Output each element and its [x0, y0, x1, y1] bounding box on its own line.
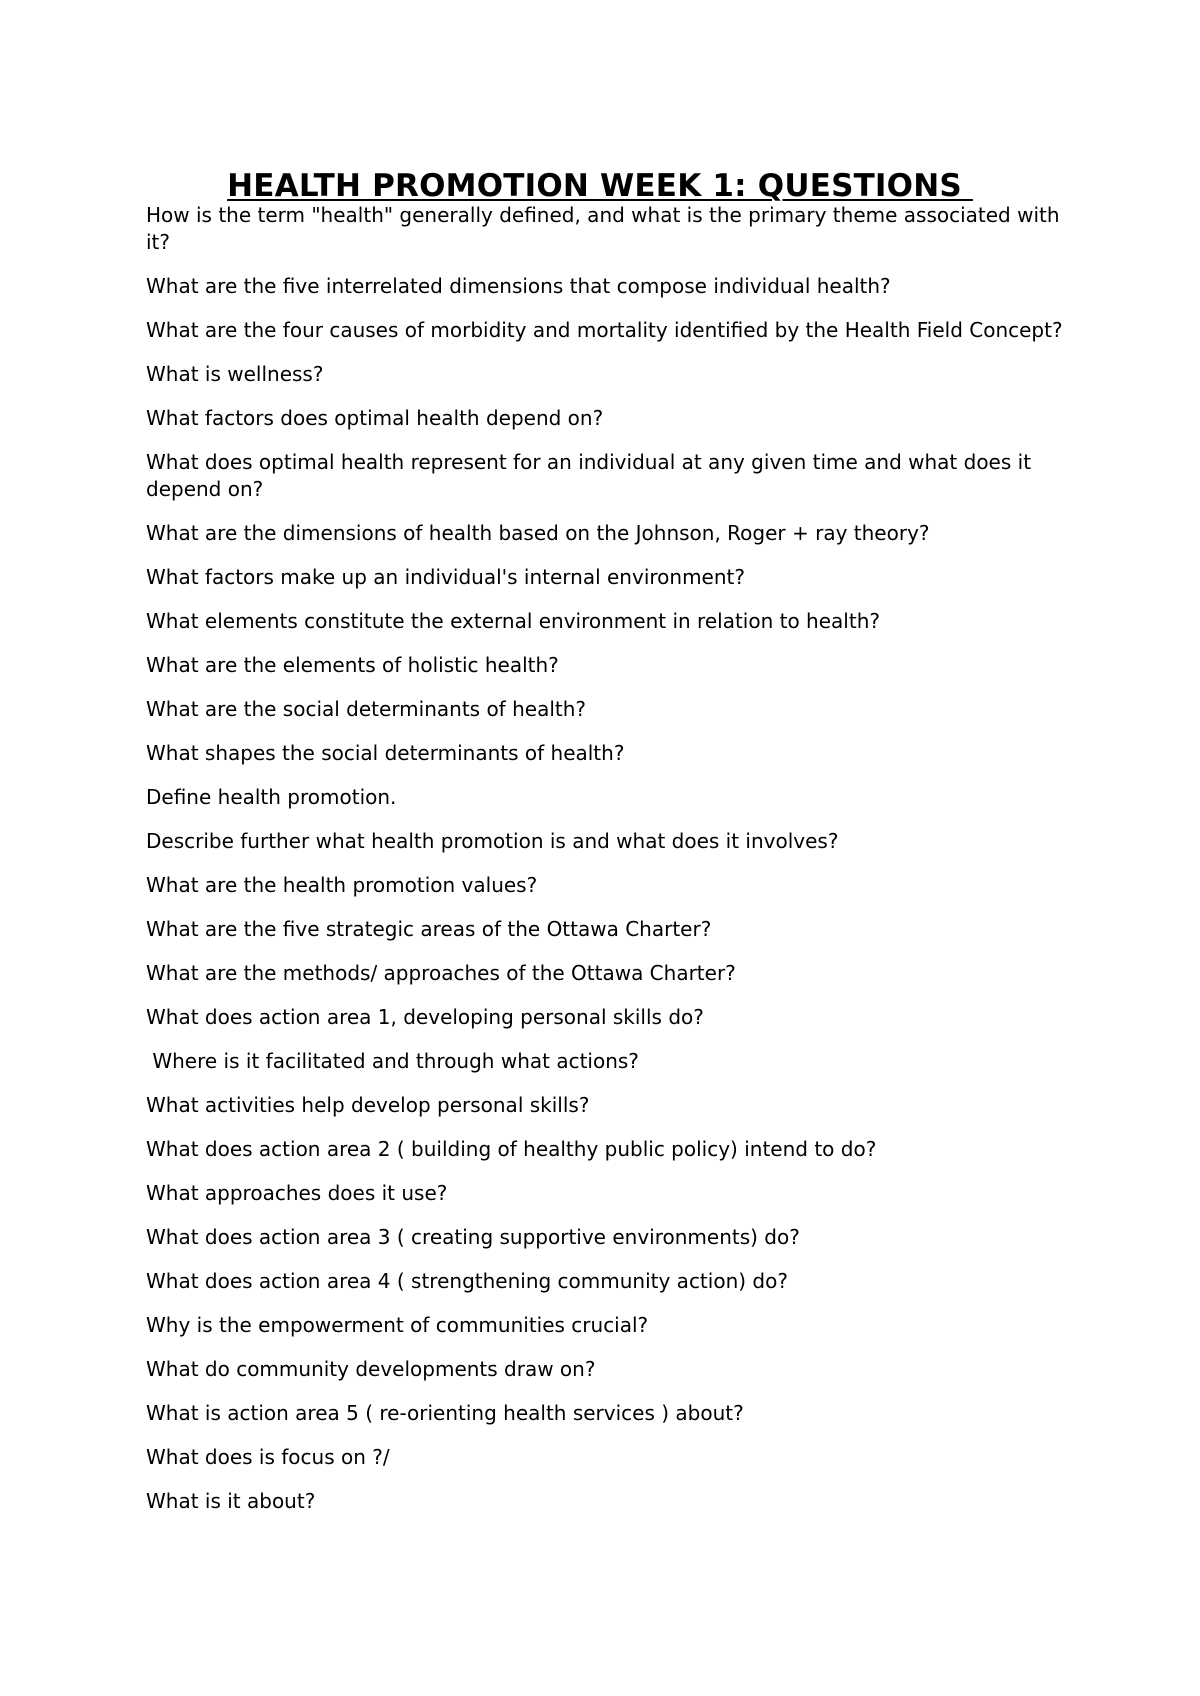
- question-item: Why is the empowerment of communities crucial?: [146, 1313, 649, 1337]
- question-item: What are the social determinants of health?: [146, 697, 587, 721]
- question-item: What approaches does it use?: [146, 1181, 448, 1205]
- question-item: What do community developments draw on?: [146, 1357, 596, 1381]
- question-item: What does action area 4 ( strengthening community action) do?: [146, 1269, 788, 1293]
- question-item: What are the four causes of morbidity and mortality identified by the Health Field Concept?: [146, 318, 1063, 342]
- question-item: What is wellness?: [146, 362, 324, 386]
- question-item: What are the methods/ approaches of the Ottawa Charter?: [146, 961, 736, 985]
- question-item: What is it about?: [146, 1489, 316, 1513]
- question-list: [146, 202, 1076, 1532]
- question-item: What are the dimensions of health based on the Johnson, Roger + ray theory?: [146, 521, 930, 545]
- question-item: What does optimal health represent for an individual at any given time and what does it depend on?: [146, 450, 1038, 501]
- question-item: What does action area 3 ( creating supportive environments) do?: [146, 1225, 800, 1249]
- question-item: What does action area 1, developing personal skills do?: [146, 1005, 704, 1029]
- question-item: What factors does optimal health depend on?: [146, 406, 604, 430]
- question-item: What does is focus on ?/: [146, 1445, 390, 1469]
- question-item: What factors make up an individual's internal environment?: [146, 565, 745, 589]
- question-item: Describe further what health promotion is and what does it involves?: [146, 829, 839, 853]
- question-item: What elements constitute the external environment in relation to health?: [146, 609, 880, 633]
- question-item: Where is it facilitated and through what actions?: [146, 1049, 639, 1073]
- question-item: Define health promotion.: [146, 785, 397, 809]
- question-item: What shapes the social determinants of health?: [146, 741, 625, 765]
- question-item: How is the term "health" generally defined, and what is the primary theme associated with it?: [146, 203, 1066, 254]
- question-item: What are the five strategic areas of the Ottawa Charter?: [146, 917, 712, 941]
- question-item: What are the elements of holistic health?: [146, 653, 559, 677]
- question-item: What is action area 5 ( re-orienting health services ) about?: [146, 1401, 744, 1425]
- question-item: What are the health promotion values?: [146, 873, 538, 897]
- question-item: What does action area 2 ( building of healthy public policy) intend to do?: [146, 1137, 877, 1161]
- question-item: What are the five interrelated dimensions that compose individual health?: [146, 274, 891, 298]
- page-title: HEALTH PROMOTION WEEK 1: QUESTIONS: [227, 167, 973, 204]
- question-item: What activities help develop personal skills?: [146, 1093, 590, 1117]
